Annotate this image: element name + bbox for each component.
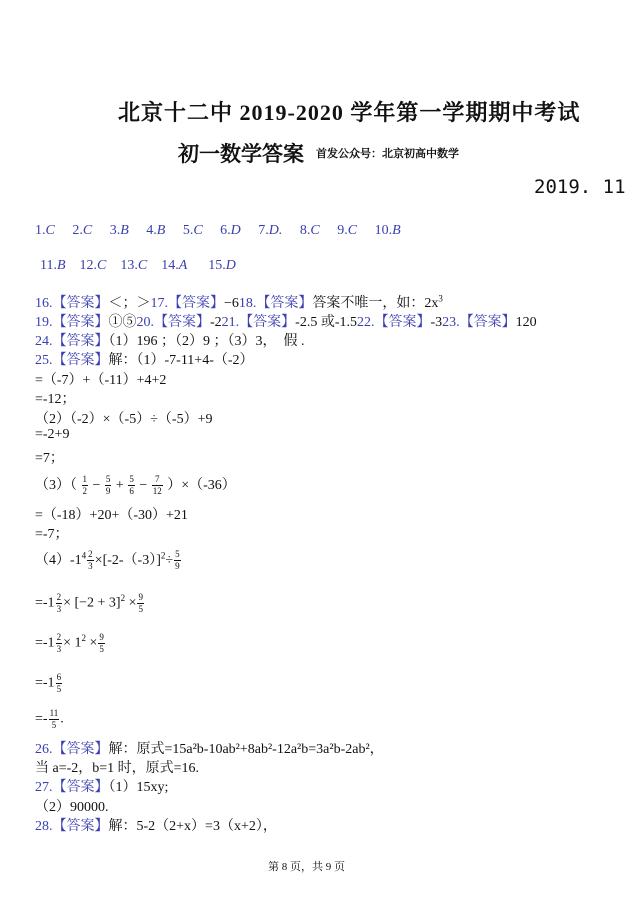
source-note: 首发公众号：北京初高中数学 xyxy=(316,148,459,160)
answer-text: −6 xyxy=(224,296,239,311)
fraction: $\frac{7}{12}$ xyxy=(152,474,162,497)
step-line: （2）90000. xyxy=(35,800,109,815)
page-title: 北京十二中 2019-2020 学年第一学期期中考试 xyxy=(118,100,581,125)
answer-text: （1）15xy; xyxy=(108,780,169,795)
answer-tag: 27.【答案】 xyxy=(35,780,109,795)
answer-19-23 xyxy=(35,311,537,331)
choice-item: 3.B xyxy=(109,223,129,238)
answer-text: 解：5-2（2+x）=3（x+2）， xyxy=(108,819,277,834)
step-line: （3）（ $\frac{1}{2}$ − $\frac{5}{9}$ + $\frac{5}{6}$ − $\frac{7}{12}$ ）×（-36） xyxy=(35,474,236,497)
choice-item: 2.C xyxy=(72,223,93,238)
step-line: =-7； xyxy=(35,527,69,542)
fraction: $\frac{1}{2}$ xyxy=(82,474,87,497)
answer-tag: 22.【答案】 xyxy=(357,315,431,330)
answer-tag: 26.【答案】 xyxy=(35,742,109,757)
step-line: =-2+9 xyxy=(35,427,70,442)
answer-16-18 xyxy=(35,292,443,312)
answer-tag: 20.【答案】 xyxy=(136,315,210,330)
fraction: $\frac{9}{5}$ xyxy=(138,592,143,614)
choice-item: 12.C xyxy=(79,258,107,273)
exponent: 3 xyxy=(438,293,443,304)
answer-text: -3 xyxy=(430,315,443,330)
page-subtitle: 初一数学答案 xyxy=(178,142,304,166)
choice-item: 14.A xyxy=(161,258,188,273)
answer-tag: 23.【答案】 xyxy=(442,315,516,330)
answer-text: -2.5 或-1.5 xyxy=(295,315,357,330)
fraction: $\frac{9}{5}$ xyxy=(99,632,104,654)
choice-item: 7.D. xyxy=(258,223,283,238)
step-line: （2）（-2）×（-5）÷（-5）+9 xyxy=(35,412,213,427)
choice-item: 10.B xyxy=(374,223,401,238)
fraction: $\frac{2}{3}$ xyxy=(56,592,62,614)
choice-item: 5.C xyxy=(182,223,203,238)
choice-item: 4.B xyxy=(146,223,166,238)
answer-text: ①⑤ xyxy=(108,315,137,330)
answer-text: 解：（1）-7-11+4-（-2） xyxy=(108,353,254,368)
step-line: 当 a=-2，b=1 时，原式=16. xyxy=(35,761,200,776)
fraction: $\frac{2}{3}$ xyxy=(88,549,93,572)
choice-row-1 xyxy=(35,223,401,239)
step-line: =-1 $\frac{2}{3}$ × $1^2$ × $\frac{9}{5}$ xyxy=(35,632,104,654)
exam-date: 2019. 11 xyxy=(534,176,626,198)
step-line: =7； xyxy=(35,451,64,466)
answer-tag: 28.【答案】 xyxy=(35,819,109,834)
answer-tag: 21.【答案】 xyxy=(221,315,296,330)
choice-item: 9.C xyxy=(337,223,358,238)
fraction: $\frac{2}{3}$ xyxy=(56,632,62,654)
answer-tag: 16.【答案】 xyxy=(35,296,109,311)
fraction: $\frac{5}{9}$ xyxy=(175,549,180,572)
answer-tag: 17.【答案】 xyxy=(150,296,224,311)
step-line: =（-7）+（-11）+4+2 xyxy=(35,373,167,388)
choice-item: 6.D xyxy=(220,223,241,238)
step-line: =-1 $\frac{6}{5}$ xyxy=(35,672,62,694)
answer-tag: 18.【答案】 xyxy=(238,296,313,311)
fraction: $\frac{5}{6}$ xyxy=(129,474,134,497)
answer-text: （1）196 ；（2）9 ；（3）3， 假 . xyxy=(108,334,305,349)
choice-item: 11.B xyxy=(40,258,66,273)
choice-row-2 xyxy=(40,258,236,274)
choice-item: 15.D xyxy=(208,258,236,273)
step-line: =（-18）+20+（-30）+21 xyxy=(35,508,188,523)
answer-26 xyxy=(35,738,384,758)
page-footer: 第 8 页，共 9 页 xyxy=(268,861,345,873)
fraction: $\frac{6}{5}$ xyxy=(56,672,62,694)
step-line: =-1 $\frac{2}{3}$ × $[-2 + 3]^2$ × $\frac{9}{5}$ xyxy=(35,592,143,614)
fraction: $\frac{11}{5}$ xyxy=(49,708,59,730)
answer-text: 答案不唯一，如：2x xyxy=(312,296,439,311)
answer-text: ＜；＞ xyxy=(108,296,151,311)
answer-text: 120 xyxy=(515,315,537,330)
choice-item: 1.C xyxy=(35,223,55,238)
choice-item: 8.C xyxy=(299,223,320,238)
fraction: $\frac{5}{9}$ xyxy=(105,474,111,497)
answer-tag: 19.【答案】 xyxy=(35,315,109,330)
step-line: $(4)-1^4$ $\frac{2}{3}$ $\times[-2-(-3)]^2\div$ $\frac{5}{9}$ xyxy=(35,549,180,572)
answer-tag: 25.【答案】 xyxy=(35,353,109,368)
answer-text: -2 xyxy=(210,315,222,330)
choice-item: 13.C xyxy=(120,258,148,273)
answer-24 xyxy=(35,330,305,350)
answer-tag: 24.【答案】 xyxy=(35,334,109,349)
answer-27 xyxy=(35,776,168,796)
answer-text: 解：原式=15a²b-10ab²+8ab²-12a²b=3a²b-2ab²， xyxy=(108,742,384,757)
answer-28 xyxy=(35,815,277,835)
answer-25 xyxy=(35,349,254,369)
step-line: =-12； xyxy=(35,392,76,407)
step-line: =- $\frac{11}{5}$ . xyxy=(35,708,64,730)
